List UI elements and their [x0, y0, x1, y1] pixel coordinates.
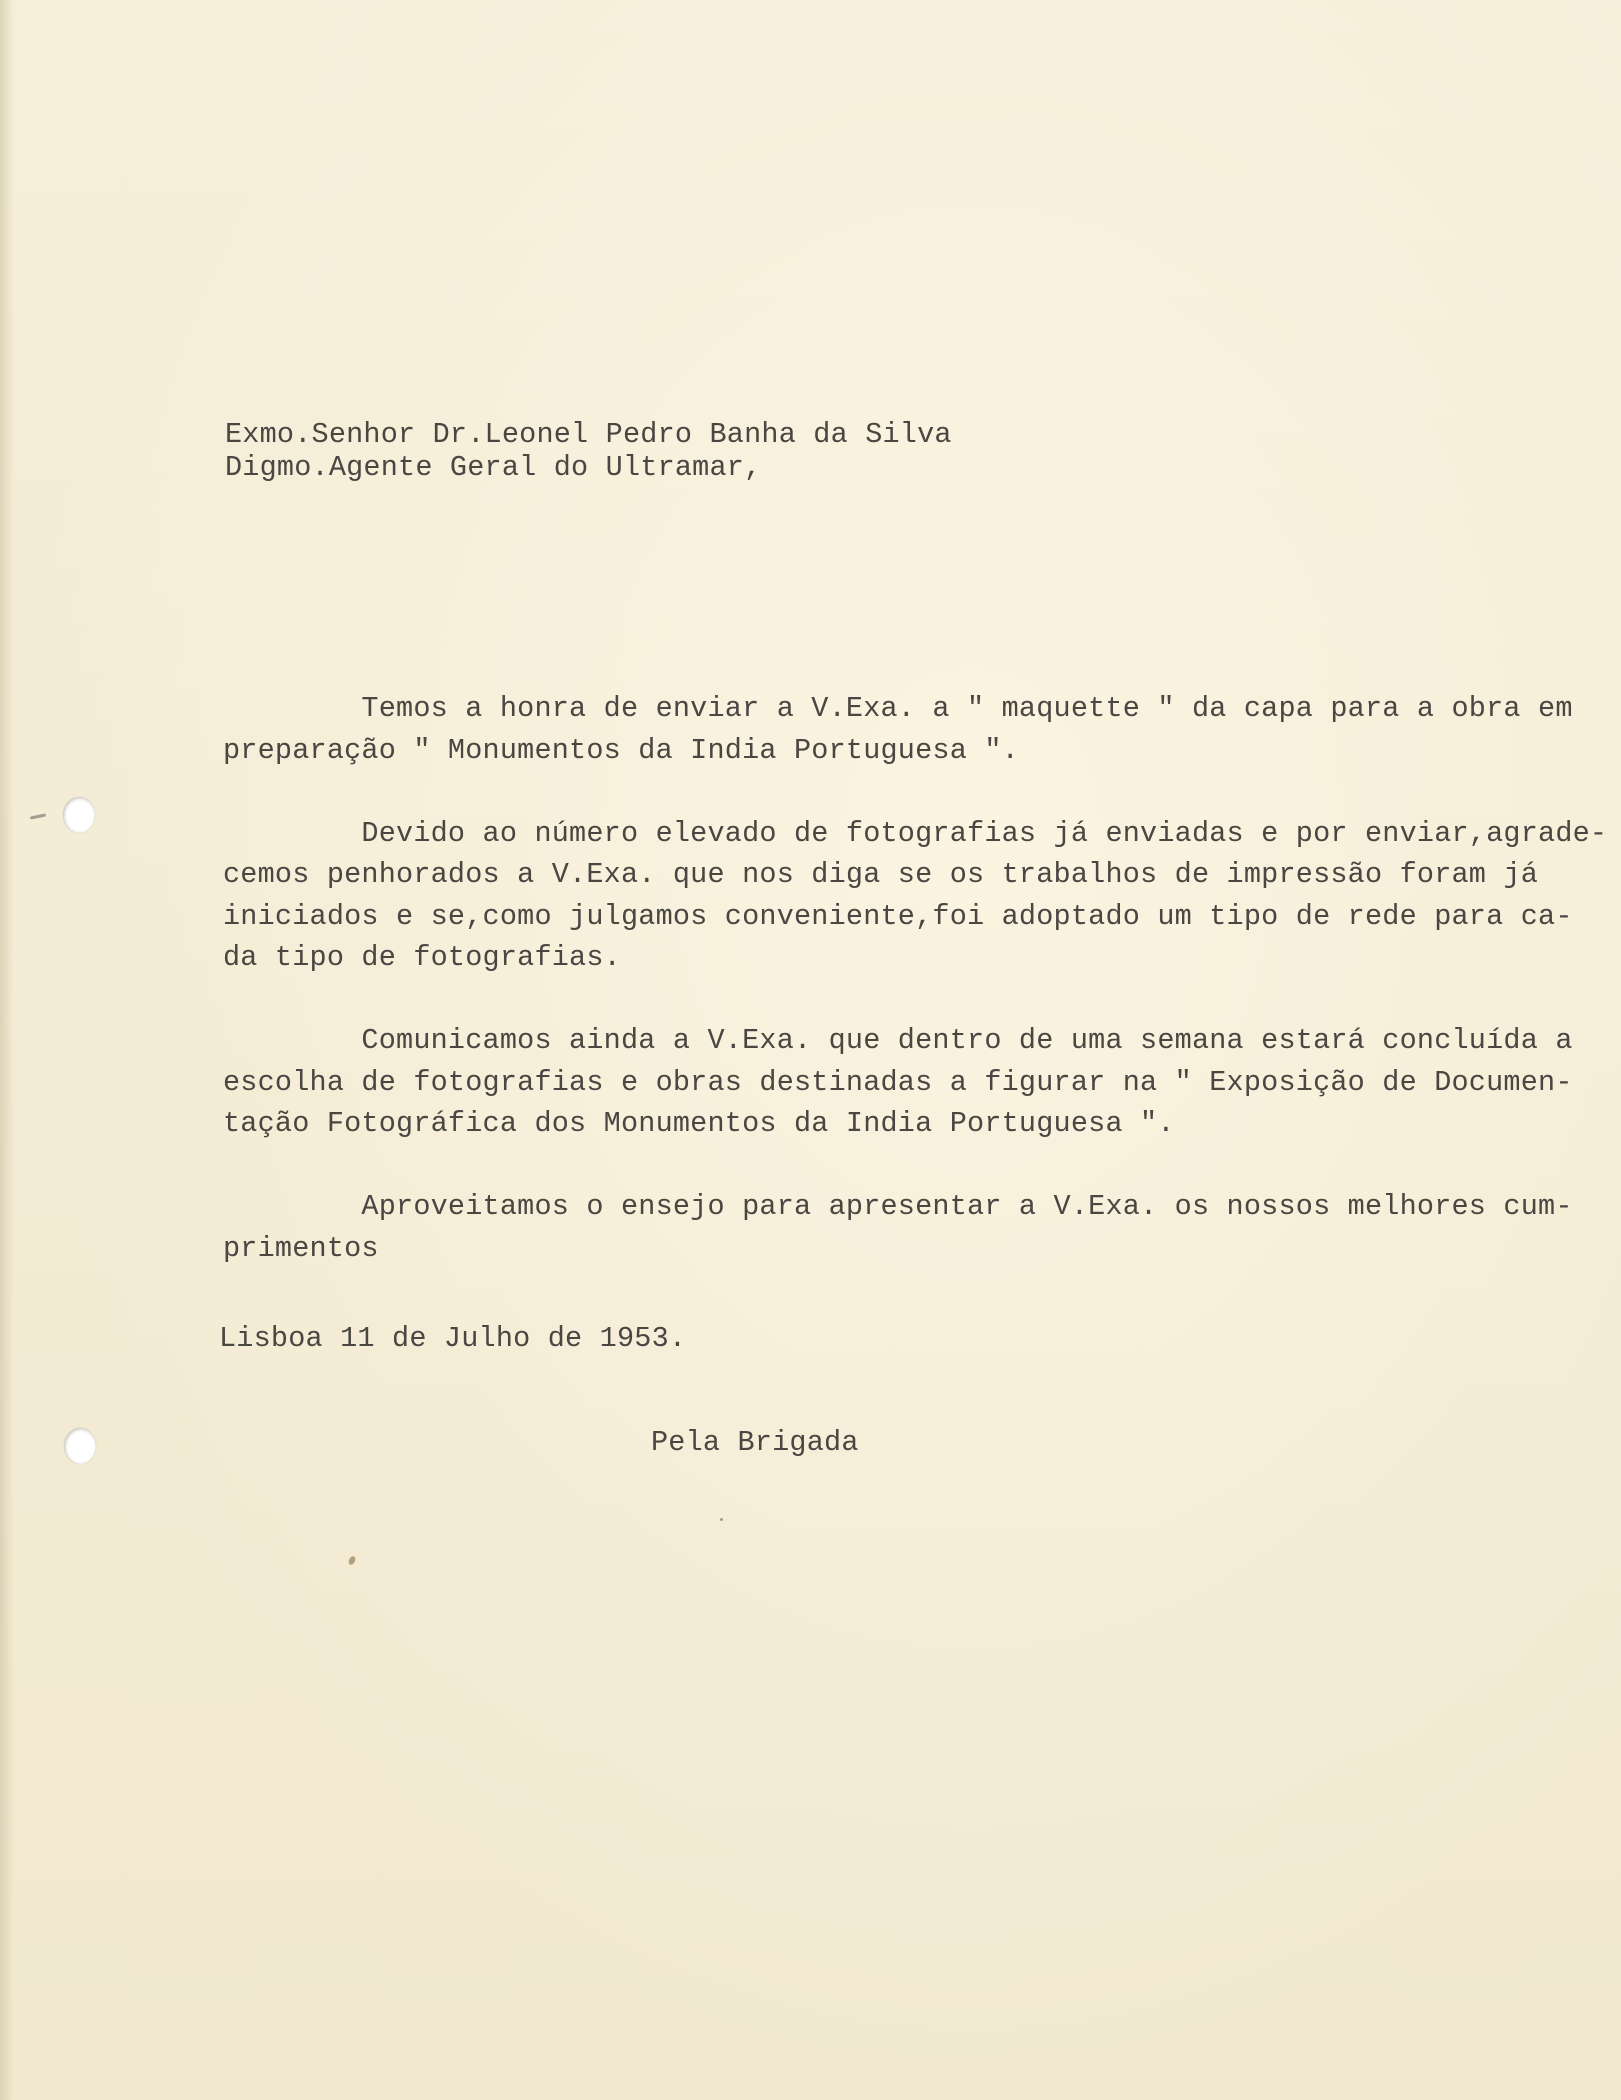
letter-date: Lisboa 11 de Julho de 1953.	[219, 1322, 687, 1355]
punch-hole-bottom	[64, 1428, 96, 1464]
body-line: preparação " Monumentos da India Portuguesa ".	[223, 733, 1019, 767]
address-line: Exmo.Senhor Dr.Leonel Pedro Banha da Silva	[225, 418, 952, 451]
paper-speck	[720, 1518, 723, 1521]
paragraph-gap	[223, 979, 1607, 1021]
pencil-mark	[30, 813, 46, 819]
paper-speck	[347, 1555, 356, 1566]
recipient-address	[225, 418, 952, 484]
body-line: Devido ao número elevado de fotografias já enviadas e por enviar,agrade-	[223, 816, 1608, 850]
body-line: cemos penhorados a V.Exa. que nos diga se os trabalhos de impressão foram já	[223, 858, 1539, 891]
body-line: tação Fotográfica dos Monumentos da India Portuguesa ".	[223, 1107, 1175, 1140]
letter-body	[223, 688, 1607, 1269]
body-line: Temos a honra de enviar a V.Exa. a " maquette " da capa para a obra em	[223, 692, 1573, 725]
paragraph-gap	[223, 1145, 1607, 1187]
body-line: primentos	[223, 1231, 379, 1265]
body-line: Aproveitamos o ensejo para apresentar a V.Exa. os nossos melhores cum-	[223, 1190, 1573, 1223]
paragraph-gap	[223, 771, 1607, 813]
letter-signature: Pela Brigada	[651, 1426, 859, 1459]
body-line: da tipo de fotografias.	[223, 941, 621, 974]
address-line: Digmo.Agente Geral do Ultramar,	[225, 451, 762, 484]
body-line: escolha de fotografias e obras destinadas a figurar na " Exposição de Documen-	[223, 1065, 1573, 1099]
body-line: iniciados e se,como julgamos conveniente,foi adoptado um tipo de rede para ca-	[223, 899, 1573, 933]
punch-hole-top	[63, 797, 95, 833]
body-line: Comunicamos ainda a V.Exa. que dentro de uma semana estará concluída a	[223, 1024, 1573, 1057]
